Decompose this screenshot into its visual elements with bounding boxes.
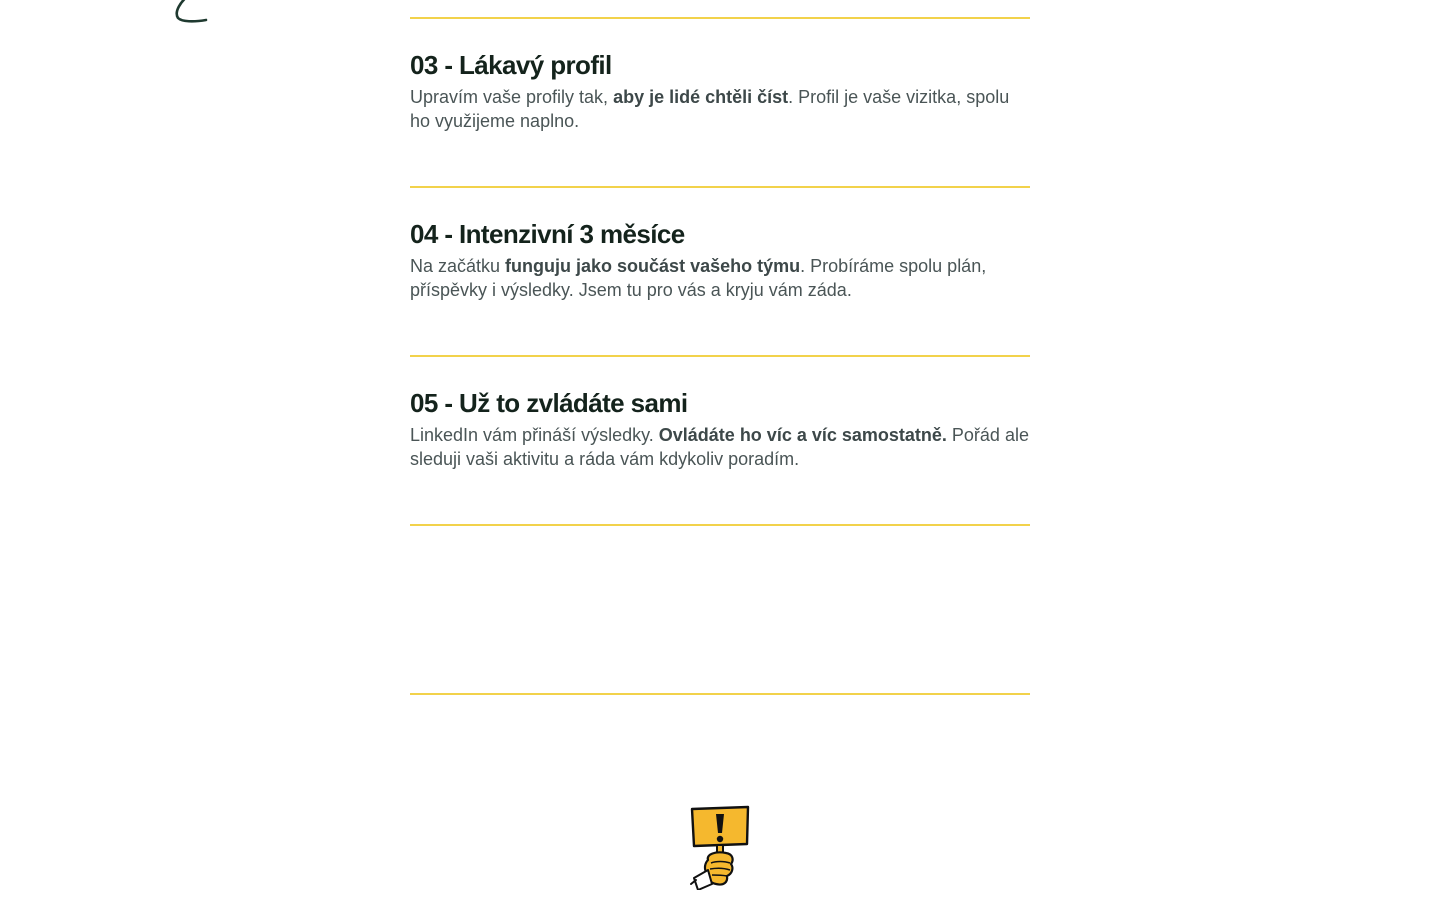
step-text-bold: Ovládáte ho víc a víc samostatně. (658, 425, 947, 445)
step-text-after: Pořád ale sleduji vaši aktivitu a ráda vám kdykoliv poradím. (410, 425, 1029, 469)
step-item (410, 19, 1030, 188)
step-text-bold: funguju jako součást vašeho týmu (505, 256, 801, 276)
step-item (410, 0, 1030, 19)
curl-doodle-icon (168, 0, 218, 28)
exclamation-sign-hand-icon (686, 804, 754, 890)
step-title: 05 - Už to zvládáte sami (410, 388, 688, 418)
step-text-bold: aby je lidé chtěli číst (613, 87, 789, 107)
step-text-before: Na začátku (410, 256, 506, 276)
step-item (410, 526, 1030, 695)
step-text-before: LinkedIn vám přináší výsledky. (410, 425, 659, 445)
step-text-after: . Probíráme spolu plán, příspěvky i výsledky. Jsem tu pro vás a kryju vám záda. (410, 256, 987, 300)
step-description (410, 85, 1030, 133)
step-description (410, 254, 1030, 302)
step-item (410, 357, 1030, 526)
step-text-before: Upravím vaše profily tak, (410, 87, 614, 107)
steps-list (410, 0, 1030, 695)
step-item (410, 188, 1030, 357)
step-text-after: . Profil je vaše vizitka, spolu ho využijeme naplno. (410, 87, 1010, 131)
step-description (410, 423, 1030, 471)
step-title: 03 - Lákavý profil (410, 50, 612, 80)
step-title: 04 - Intenzivní 3 měsíce (410, 219, 685, 249)
